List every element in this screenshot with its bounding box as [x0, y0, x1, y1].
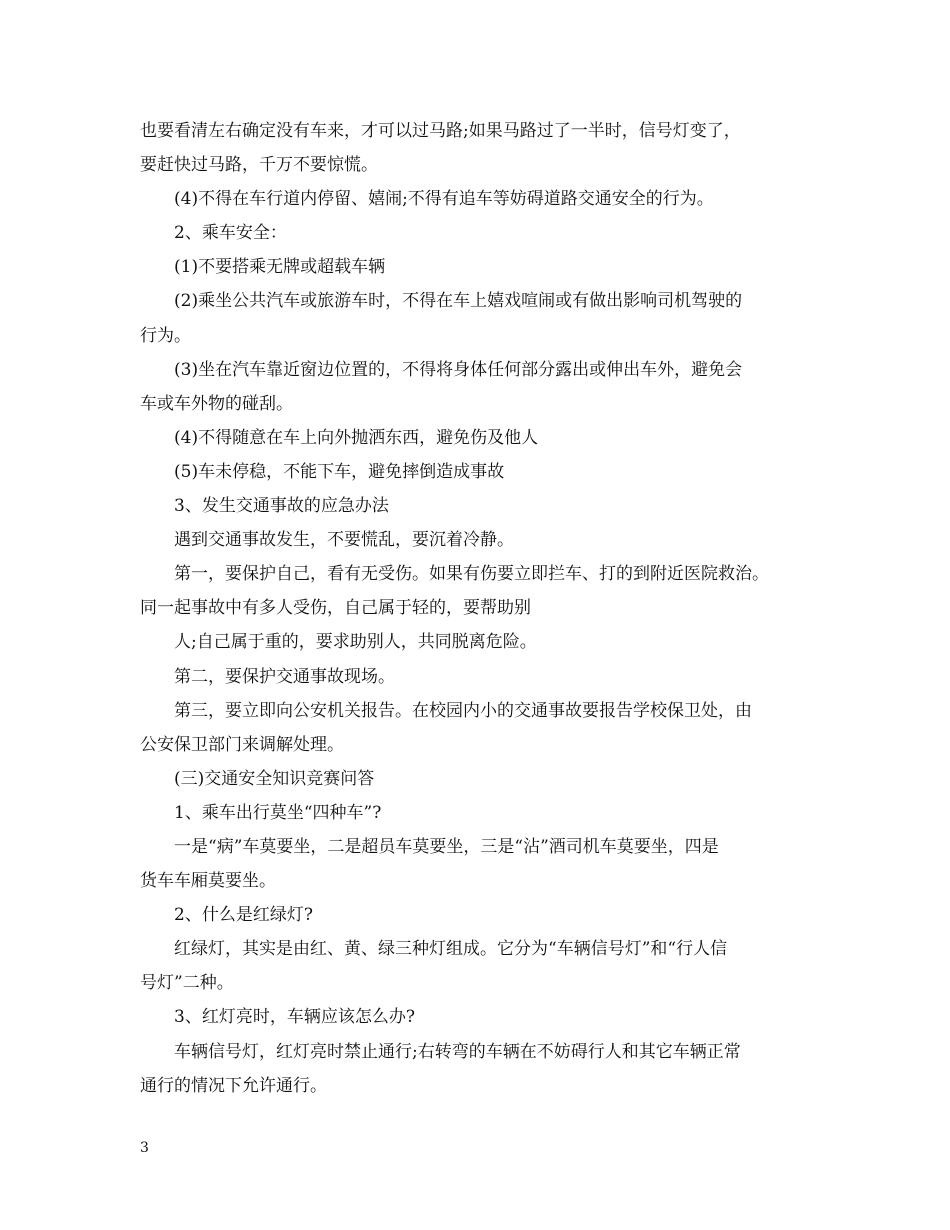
text-line: 公安保卫部门来调解处理。 — [140, 734, 344, 755]
text-line: (4)不得随意在车上向外抛洒东西，避免伤及他人 — [174, 427, 539, 448]
text-line: 3、红灯亮时，车辆应该怎么办? — [174, 1007, 415, 1028]
text-line: 号灯”二种。 — [140, 973, 234, 994]
text-line: (2)乘坐公共汽车或旅游车时，不得在车上嬉戏喧闹或有做出影响司机驾驶的 — [174, 291, 743, 312]
text-line: 第三，要立即向公安机关报告。在校园内小的交通事故要报告学校保卫处，由 — [174, 700, 752, 721]
text-line: 通行的情况下允许通行。 — [140, 1075, 327, 1096]
page-number: 3 — [140, 1140, 149, 1156]
text-line: (4)不得在车行道内停留、嬉闹;不得有追车等妨碍道路交通安全的行为。 — [174, 189, 714, 210]
text-line: (5)车未停稳，不能下车，避免摔倒造成事故 — [174, 461, 505, 482]
text-line: 一是“病”车莫要坐，二是超员车莫要坐，三是“沾”酒司机车莫要坐，四是 — [174, 836, 719, 857]
text-line: 3、发生交通事故的应急办法 — [174, 496, 389, 517]
text-line: 1、乘车出行莫坐“四种车”? — [174, 802, 382, 823]
text-line: 2、什么是红绿灯? — [174, 905, 313, 926]
text-line: 遇到交通事故发生，不要慌乱，要沉着冷静。 — [174, 530, 514, 551]
text-line: 车或车外物的碰刮。 — [140, 393, 293, 414]
text-line: 第一，要保护自己，看有无受伤。如果有伤要立即拦车、打的到附近医院救治。 — [174, 564, 769, 585]
text-line: 2、乘车安全： — [174, 223, 287, 244]
text-line: 红绿灯，其实是由红、黄、绿三种灯组成。它分为“车辆信号灯”和“行人信 — [174, 939, 728, 960]
document-body — [140, 114, 812, 1103]
text-line: (三)交通安全知识竞赛问答 — [174, 768, 375, 789]
text-line: 第二，要保护交通事故现场。 — [174, 666, 395, 687]
text-line: 要赶快过马路，千万不要惊慌。 — [140, 155, 378, 176]
text-line: (3)坐在汽车靠近窗边位置的，不得将身体任何部分露出或伸出车外，避免会 — [174, 359, 743, 380]
text-line: 同一起事故中有多人受伤，自己属于轻的，要帮助别 — [140, 598, 531, 619]
text-line: 人;自己属于重的，要求助别人，共同脱离危险。 — [174, 632, 537, 653]
text-line: 货车车厢莫要坐。 — [140, 871, 276, 892]
text-line: 行为。 — [140, 325, 191, 346]
text-line: (1)不要搭乘无牌或超载车辆 — [174, 257, 386, 278]
text-line: 车辆信号灯，红灯亮时禁止通行;右转弯的车辆在不妨碍行人和其它车辆正常 — [174, 1041, 741, 1062]
text-line: 也要看清左右确定没有车来，才可以过马路;如果马路过了一半时，信号灯变了， — [140, 121, 741, 141]
